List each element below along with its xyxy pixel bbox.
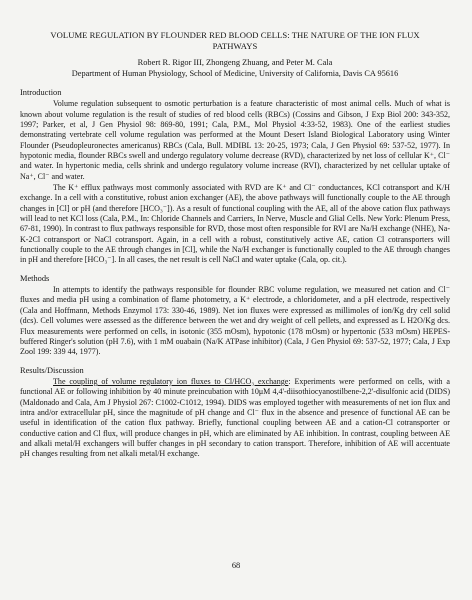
introduction-paragraph-2: The K⁺ efflux pathways most commonly associated with RVD are K⁺ and Cl⁻ conductances, KCl cotransport and K/H exchange. In a cell with a constitutive, robust anion exchanger (AE), the above pathways will functionally couple to the AE through changes in [Cl] or pH (and therefore [HCO₃⁻]). As a result of functional coupling with the AE, all of the above cation flux pathways will lead to net KCl loss (Cala, P.M., In: Chloride Channels and Carriers, In Nerve, Muscle and Glial Cells. New York: Plenum Press, 67-81, 1990). In contrast to flux pathways responsible for RVD, those most often responsible for RVI are Na/H exchange (NHE), Na-K-2Cl cotransport or NaCl cotransport. Again, in a cell with a robust, constitutively active AE, cation Cl cotransporters will functionally couple to the AE through changes in [Cl], while the Na/H exchanger is functionally coupled to the AE through changes in pH and therefore [HCO₃⁻]. In all cases, the net result is cell NaCl and water uptake (Cala, op. cit.). [20, 182, 451, 265]
section-heading-results: Results/Discussion [20, 365, 84, 375]
introduction-paragraph-1: Volume regulation subsequent to osmotic perturbation is a feature characteristic of most animal cells. Much of what is known about volume regulation is the result of studies of red blood cells (RBCs) (Cossins and Gibson, J Exp Biol 200: 343-352, 1997; Parker, et al, J Gen Physiol 98: 869-80, 1991; Cala, P.M., Mol Physiol 4:33-52, 1983). One of the earliest studies demonstrating vertebrate cell volume regulation was performed at the Mount Desert Island Biological Laboratory using Winter Flounder (Pseudopleuronectes americanus) RBCs (Cala, Bull. MDIBL 13: 20-25, 1973; Cala, J Gen Physiol 69: 537-52, 1977). In hypotonic media, flounder RBCs swell and undergo regulatory volume decrease (RVD), characterized by net loss of cellular K⁺, Cl⁻ and water. In hypertonic media, cells shrink and undergo regulatory volume increase (RVI), characterized by net cellular uptake of Na⁺, Cl⁻ and water. [20, 99, 450, 181]
paper-title: VOLUME REGULATION BY FLOUNDER RED BLOOD CELLS: THE NATURE OF THE ION FLUX PATHWAYS [50, 30, 420, 51]
section-heading-methods: Methods [20, 273, 50, 283]
results-paragraph-1 [20, 377, 450, 460]
affiliation: Department of Human Physiology, School of Medicine, University of California, Davis CA 95616 [71, 69, 399, 79]
results-paragraph-body: : Experiments were performed on cells, with a functional AE or following inhibition by 40 minute preincubation with 10μM 4,4'-diisothiocyanostilbene-2,2'-disulfonic acid (DIDS) (Maldonado and Cala, Am J Physiol 267: C1002-C1012, 1994). DIDS was employed together with measurements of net ion flux and intra and/or extracellular pH, since the magnitude of pH change and Cl⁻ flux in the absence and presence of functional AE can be useful in identification of the cation flux pathway. Briefly, functional coupling between AE and a cation-Cl cotransporter or conductive cation and Cl flux, will produce changes in pH, which are eliminated by AE inhibition. In contrast, coupling between AE and alkali metal/H exchangers will buffer changes in pH secondary to cation transport. Therefore, inhibition of AE will accentuate pH changes resulting from net alkali metal/H exchange. [20, 376, 450, 459]
author-list: Robert R. Rigor III, Zhongeng Zhuang, and Peter M. Cala [137, 58, 333, 67]
section-heading-introduction: Introduction [20, 87, 62, 97]
methods-paragraph-1: In attempts to identify the pathways responsible for flounder RBC volume regulation, we measured net cation and Cl⁻ fluxes and media pH using a combination of flame photometry, a K⁺ electrode, a chloridometer, and a pH electrode, respectively (Cala and Hoffmann, Methods Enzymol 173: 330-46, 1989). Net ion fluxes were expressed as millimoles of ion/Kg dry cell solid (dcs). Cell volumes were assessed as the difference between the wet and dry weight of cell pellets, and expressed as L H2O/Kg dcs. Flux measurements were performed on cells, in isotonic (355 mOsm), hypotonic (178 mOsm) or hypertonic (533 mOsm) HEPES-buffered Ringer's solution (pH 7.6), with 1 mM ouabain (Na/K ATPase inhibitor) (Cala, J Gen Physiol 69: 537-52, 1977; Cala, J Exp Zool 199: 339 44, 1977). [20, 285, 450, 357]
results-subheading: The coupling of volume regulatory ion fluxes to Cl/HCO₃ exchange [53, 376, 289, 386]
page-number: 68 [231, 561, 241, 570]
